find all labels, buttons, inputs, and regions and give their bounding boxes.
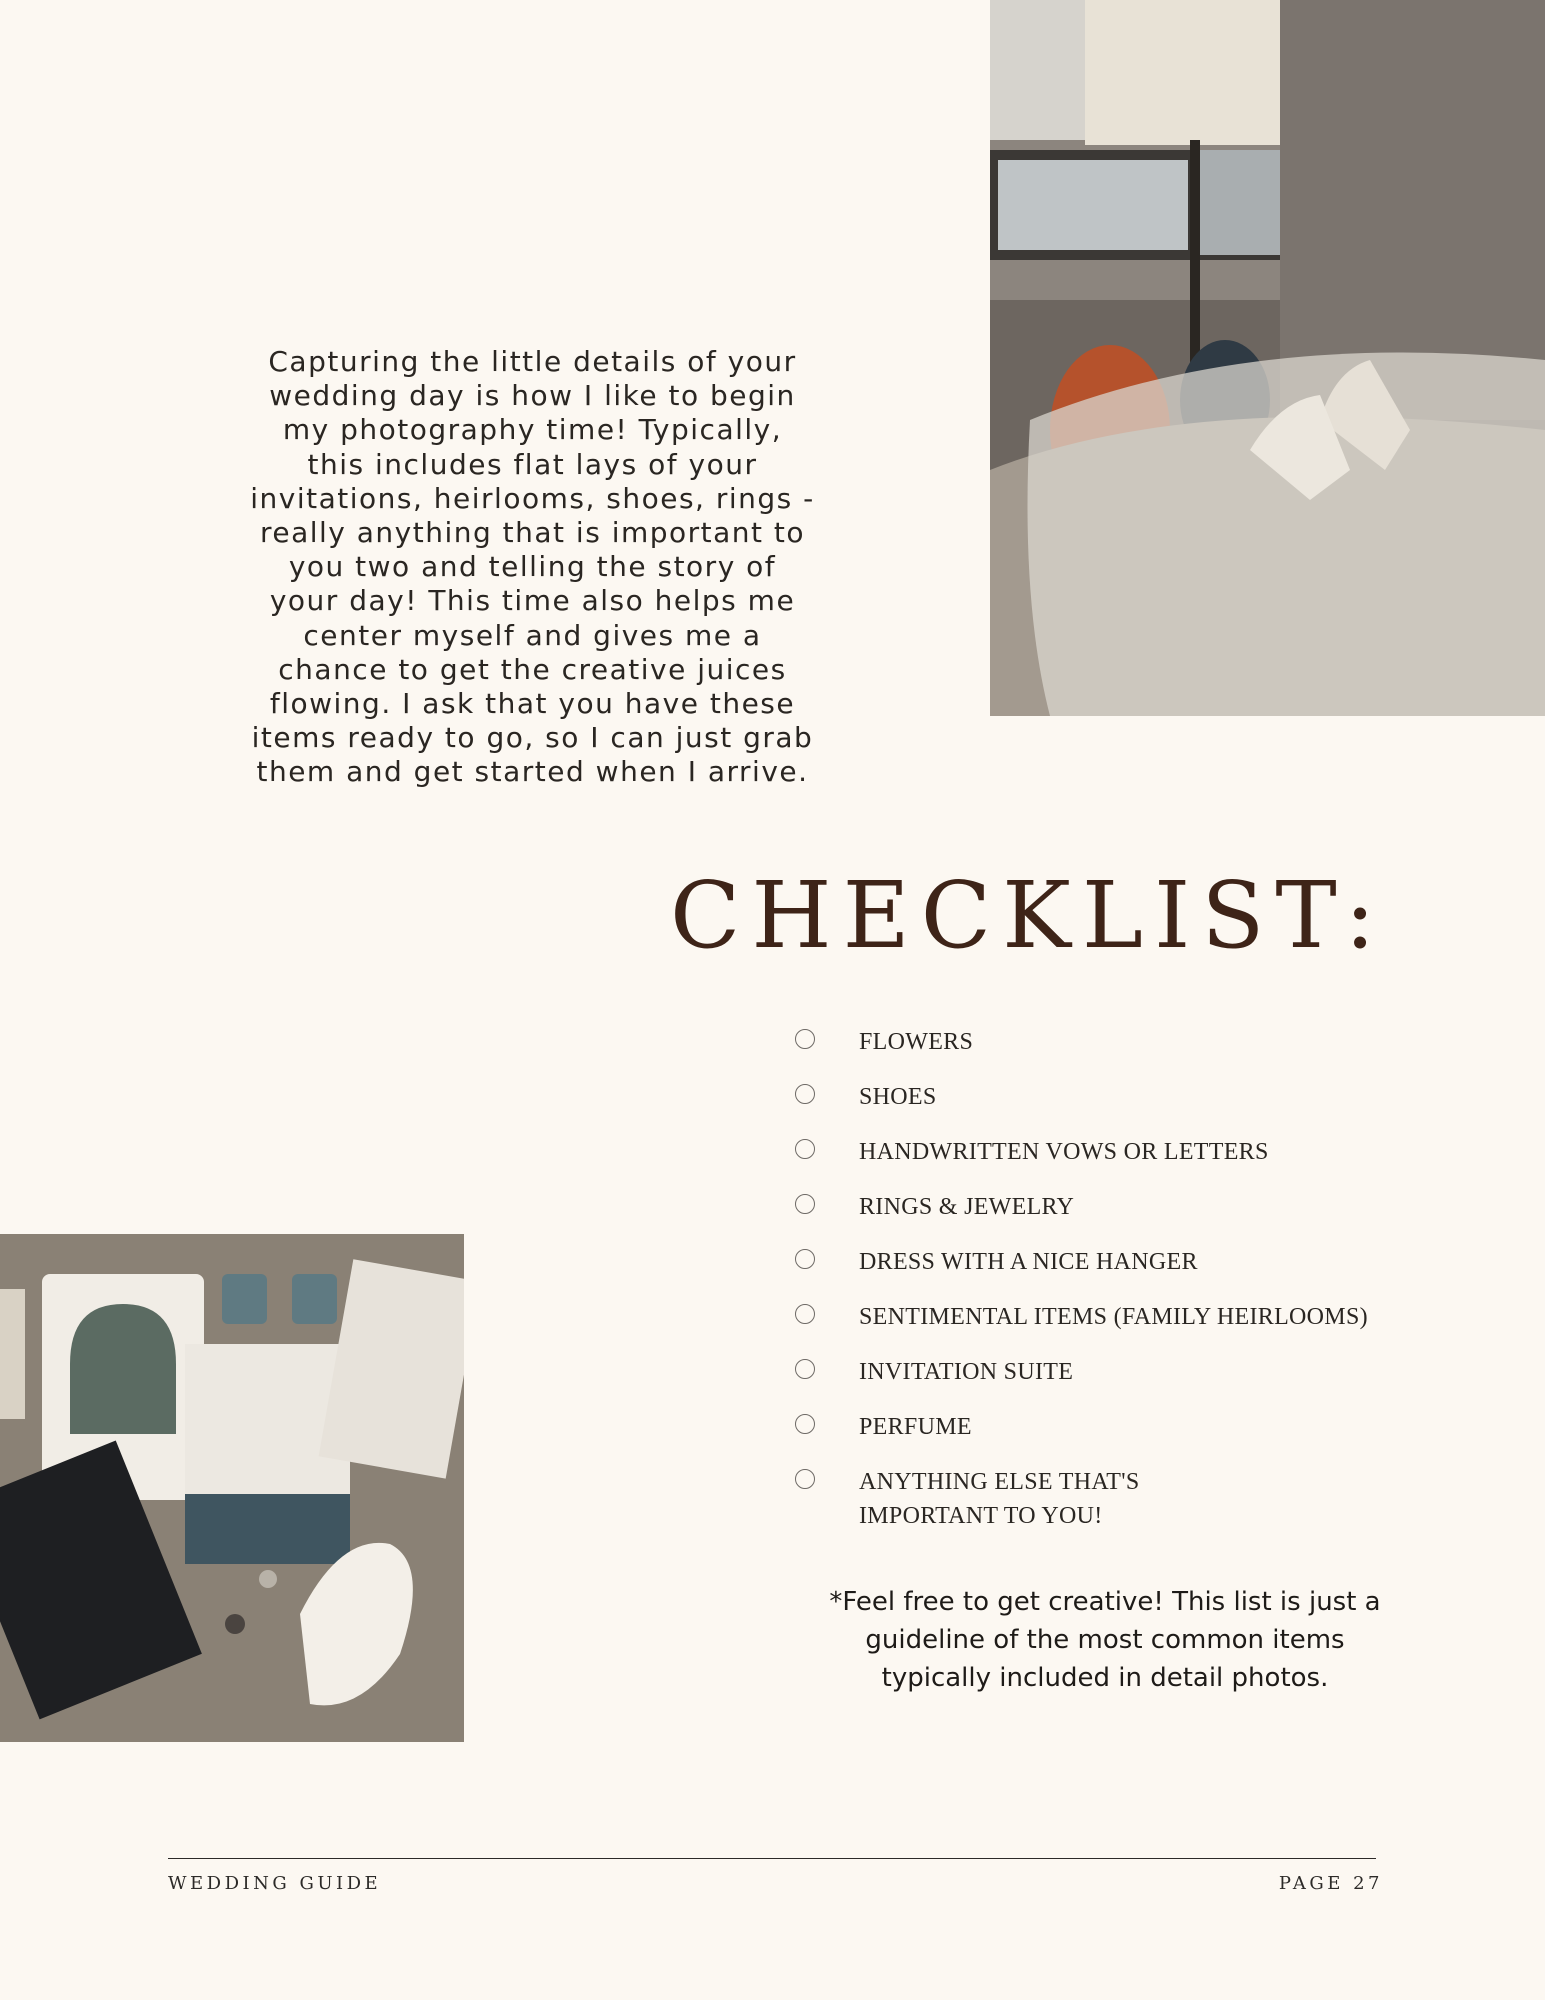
flat-lay-photo xyxy=(0,1234,464,1742)
footer-guide-title: WEDDING GUIDE xyxy=(168,1873,382,1894)
checklist-item-label: HANDWRITTEN VOWS OR LETTERS xyxy=(859,1139,1269,1165)
checklist-item-flowers[interactable] xyxy=(795,1025,1415,1059)
checkbox[interactable] xyxy=(795,1029,815,1049)
checklist-item-vows[interactable] xyxy=(795,1135,1415,1169)
checkbox[interactable] xyxy=(795,1194,815,1214)
intro-paragraph: Capturing the little details of your wedding day is how I like to begin my photography time! Typically, this includes flat lays of your invitations, heirlooms, shoes, rings - really anything that is important to you two and telling the story of your day! This time also helps me center myself and gives me a chance to get the creative juices flowing. I ask that you have these items ready to go, so I can just grab them and get started when I arrive. xyxy=(250,345,815,789)
checklist-item-label: RINGS & JEWELRY xyxy=(859,1194,1075,1220)
checkbox[interactable] xyxy=(795,1084,815,1104)
checklist-item-shoes[interactable] xyxy=(795,1080,1415,1114)
checklist-item-rings[interactable] xyxy=(795,1190,1415,1224)
footer-divider xyxy=(168,1858,1376,1859)
shoes-veil-photo xyxy=(990,0,1545,716)
checkbox[interactable] xyxy=(795,1469,815,1489)
checklist-item-dress[interactable] xyxy=(795,1245,1415,1279)
checklist-item-label: SENTIMENTAL ITEMS (FAMILY HEIRLOOMS) xyxy=(859,1304,1368,1330)
checklist-item-label: SHOES xyxy=(859,1084,937,1110)
checklist-item-label: DRESS WITH A NICE HANGER xyxy=(859,1249,1198,1275)
checklist-item-perfume[interactable] xyxy=(795,1410,1415,1444)
checklist-item-label: FLOWERS xyxy=(859,1029,974,1055)
checklist-item-invitation[interactable] xyxy=(795,1355,1415,1389)
checkbox[interactable] xyxy=(795,1249,815,1269)
footer-page-number: PAGE 27 xyxy=(1278,1873,1383,1894)
checkbox[interactable] xyxy=(795,1359,815,1379)
checklist-item-sentimental[interactable] xyxy=(795,1300,1415,1334)
checklist xyxy=(795,1025,1415,1554)
checkbox[interactable] xyxy=(795,1304,815,1324)
checklist-item-anything-else[interactable] xyxy=(795,1465,1415,1533)
checklist-title: CHECKLIST: xyxy=(670,862,1387,969)
checklist-item-label: INVITATION SUITE xyxy=(859,1359,1074,1385)
checklist-item-label: ANYTHING ELSE THAT'S IMPORTANT TO YOU! xyxy=(859,1469,1140,1529)
checklist-item-label: PERFUME xyxy=(859,1414,972,1440)
checkbox[interactable] xyxy=(795,1139,815,1159)
checklist-note: *Feel free to get creative! This list is just a guideline of the most common items typically included in detail photos. xyxy=(829,1587,1381,1693)
checkbox[interactable] xyxy=(795,1414,815,1434)
